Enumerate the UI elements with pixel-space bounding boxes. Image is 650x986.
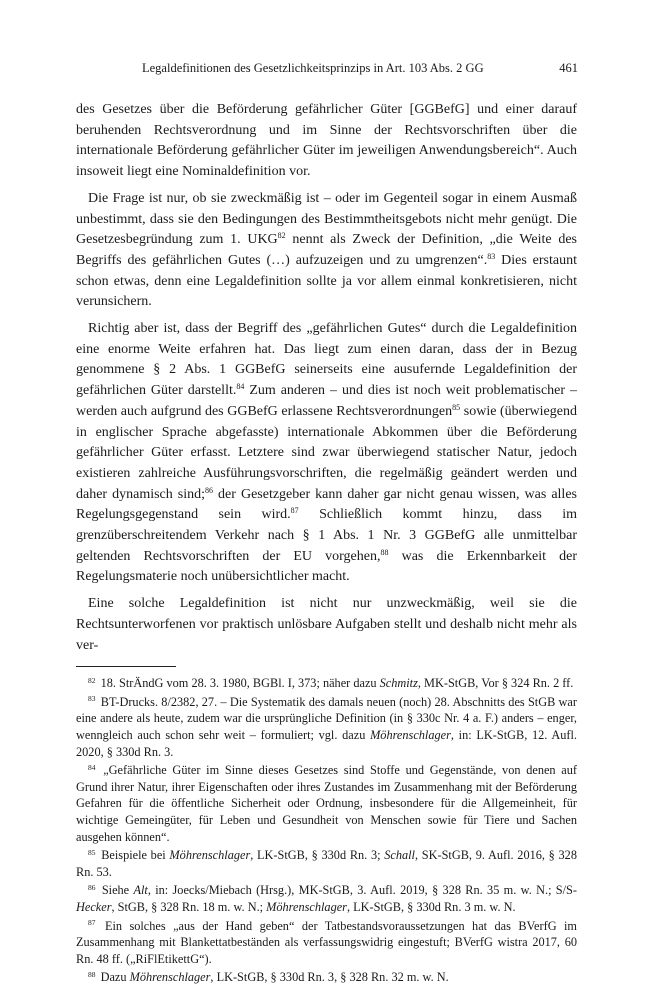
- running-title: Legaldefinitionen des Gesetzlichkeitsprinzips in Art. 103 Abs. 2 GG: [142, 61, 484, 75]
- footnote-divider: [76, 666, 176, 667]
- main-text: [76, 100, 577, 656]
- footnote-ref-84[interactable]: 84: [236, 382, 245, 392]
- footnote-84: $^{84}$ „Gefährliche Güter im Sinne dieses Gesetzes sind Stoffe und Gegenstände, von denen auf Grund ihrer Natur, ihrer Eigenschaften oder ihres Zustandes im Zusammenhang mit der Beförderung Gefahren für die öffentliche Sicherheit oder Ordnung, insbesondere für die Allgemeinheit, für wichtige Gemeingüter, für Leben und Gesundheit von Menschen sowie für Tiere und Sachen ausgehen können“.: [76, 762, 577, 844]
- footnote-85: $^{85}$ Beispiele bei Möhrenschlager, LK-StGB, § 330d Rn. 3; Schall, SK-StGB, 9. Aufl. 2016, § 328 Rn. 53.: [76, 847, 577, 879]
- paragraph-1: des Gesetzes über die Beförderung gefährlicher Güter [GGBefG] und einer darauf beruhenden Rechtsverordnung und im Sinne der Rechtsvorschriften über die internationale Beförderung gefährlicher Güter im jeweiligen Anwendungsbereich“. Auch insoweit liegt eine Nominaldefinition vor.: [76, 102, 577, 180]
- footnotes: [76, 675, 577, 986]
- footnote-86: $^{86}$ Siehe Alt, in: Joecks/Miebach (Hrsg.), MK-StGB, 3. Aufl. 2019, § 328 Rn. 35 m. w. N.; S/S-Hecker, StGB, § 328 Rn. 18 m. w. N.; Möhrenschlager, LK-StGB, § 330d Rn. 3 m. w. N.: [76, 882, 577, 914]
- footnote-ref-85[interactable]: 85: [452, 402, 461, 412]
- footnote-ref-87[interactable]: 87: [290, 506, 299, 516]
- page: [76, 60, 577, 986]
- paragraph-2: Die Frage ist nur, ob sie zweckmäßig ist – oder im Gegenteil sogar in einem Ausmaß unbestimmt, dass sie den Bedingungen des Bestimmtheitsgebots nicht mehr genügt. Die Gesetzesbegründung zum 1. UKG$^{82}$ nennt als Zweck der Definition, „die Weite des Begriffs des gefährlichen Gutes (…) aufzuzeigen und zu umgrenzen“.$^{83}$ Dies erstaunt schon etwas, denn eine Legaldefinition sollte ja vor allem einmal konkretisieren, nicht verunsichern.: [76, 190, 577, 310]
- footnote-88: $^{88}$ Dazu Möhrenschlager, LK-StGB, § 330d Rn. 3, § 328 Rn. 32 m. w. N.: [88, 969, 449, 985]
- footnote-87: $^{87}$ Ein solches „aus der Hand geben“ der Tatbestandsvoraussetzungen hat das BVerfG im Zusammenhang mit Blankettatbeständen als verfassungswidrig eingestuft; BVerfG wistra 2017, 60 Rn. 48 ff. („RiFlEtikettG“).: [76, 918, 577, 966]
- footnote-83: $^{83}$ BT-Drucks. 8/2382, 27. – Die Systematik des damals neuen (noch) 28. Abschnitts des StGB war eine andere als heute, zudem war die ursprüngliche Definition (in § 330c Nr. 4 a. F.) anders – enger, wenngleich auch schon sehr weit – formuliert; vgl. dazu Möhrenschlager, in: LK-StGB, 12. Aufl. 2020, § 330d Rn. 3.: [76, 694, 577, 759]
- paragraph-4: Eine solche Legaldefinition ist nicht nur unzweckmäßig, weil sie die Rechtsunterworfenen vor praktisch unlösbare Aufgaben stellt und deshalb nicht mehr als ver-: [76, 596, 577, 653]
- footnote-ref-88[interactable]: 88: [380, 547, 389, 557]
- page-number: 461: [559, 61, 578, 75]
- footnote-82: $^{82}$ 18. StrÄndG vom 28. 3. 1980, BGBl. I, 373; näher dazu Schmitz, MK-StGB, Vor § 324 Rn. 2 ff.: [88, 675, 574, 691]
- paragraph-3: Richtig aber ist, dass der Begriff des „gefährlichen Gutes“ durch die Legaldefinition eine enorme Weite erfahren hat. Das liegt zum einen daran, dass der in Bezug genommene § 2 Abs. 1 GGBefG seinerseits eine ausufernde Legaldefinition der gefährlichen Güter darstellt.$^{84}$ Zum anderen – und dies ist noch weit problematischer – werden auch aufgrund des GGBefG erlassene Rechtsverordnungen$^{85}$ sowie (überwiegend in englischer Sprache abgefasste) internationale Abkommen über die Beförderung gefährlicher Güter erfasst. Letztere sind zwar überwiegend statischer Natur, jedoch existieren zahlreiche Ausführungsvorschriften, die regelmäßig geändert werden und daher dynamisch sind;$^{86}$ der Gesetzgeber kann daher gar nicht genau wissen, was alles Regelungsgegenstand sein wird.$^{87}$ Schließlich kommt hinzu, dass im grenzüberschreitendem Verkehr nach § 1 Abs. 1 Nr. 3 GGBefG alle unmittelbar geltenden Rechtsvorschriften der EU vorgehen,$^{88}$ was die Erkennbarkeit der Regelungsmaterie noch unübersichtlicher macht.: [76, 321, 577, 585]
- footnote-ref-82[interactable]: 82: [277, 231, 286, 241]
- footnote-ref-83[interactable]: 83: [487, 251, 496, 261]
- footnote-ref-86[interactable]: 86: [205, 485, 214, 495]
- running-header: [76, 60, 577, 76]
